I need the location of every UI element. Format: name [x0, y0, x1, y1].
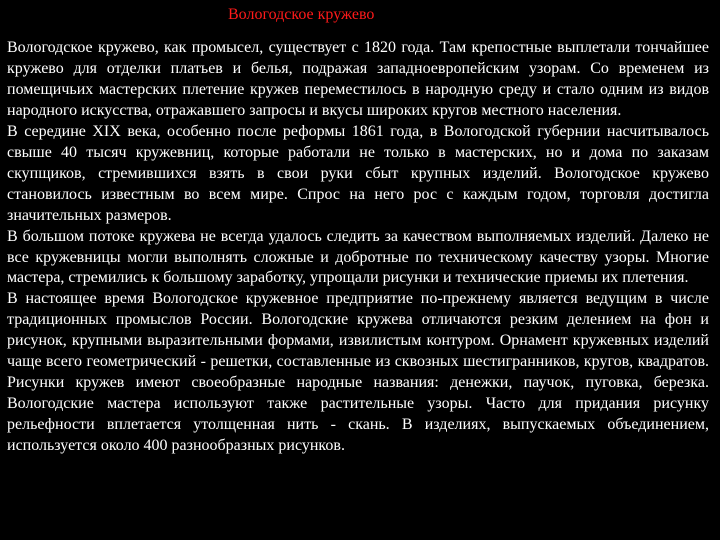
slide-title: Вологодское кружево [228, 6, 375, 23]
body-text [7, 38, 709, 457]
paragraph-history: Вологодское кружево, как промысел, существует с 1820 года. Там крепостные выплетали тончайшее кружево для отделки платьев и белья, подражая западноевропейским узорам. Со временем из помещичьих мастерских плетение кружев переместилось в народную среду и стало одним из видов народного искусства, отражавшего запросы и вкусы широких кругов местного населения. [7, 39, 709, 119]
paragraph-present-day: В настоящее время Вологодское кружевное предприятие по-прежнему является ведущим в числе традиционных промыслов России. Вологодские кружева отличаются резким делением на фон и рисунок, крупными выразительными формами, извилистым контуром. Орнамент кружевных изделий чаще всего геометрический - решетки, составленные из сквозных шестигранников, кругов, квадратов. Рисунки кружев имеют своеобразные народные названия: денежки, паучок, пуговка, березка. Вологодские мастера используют также растительные узоры. Часто для придания рисунку рельефности вплетается утолщенная нить - скань. В изделиях, выпускаемых объединением, используется около 400 разнообразных рисунков. [7, 290, 709, 455]
paragraph-quality: В большом потоке кружева не всегда удалось следить за качеством выполняемых изделий. Далеко не все кружевницы могли выполнять сложные и добротные по техническому качеству узоры. Многие мастера, стремились к большому заработку, упрощали рисунки и технические приемы их плетения. [7, 227, 709, 287]
paragraph-19th-century: В середине XIX века, особенно после реформы 1861 года, в Вологодской губернии насчитывалось свыше 40 тысяч кружевниц, которые работали не только в мастерских, но и дома по заказам скупщиков, стремившихся взять в свои руки сбыт крупных изделий. Вологодское кружево становилось известным во всем мире. Спрос на него рос с каждым годом, торговля достигла значительных размеров. [7, 122, 709, 224]
